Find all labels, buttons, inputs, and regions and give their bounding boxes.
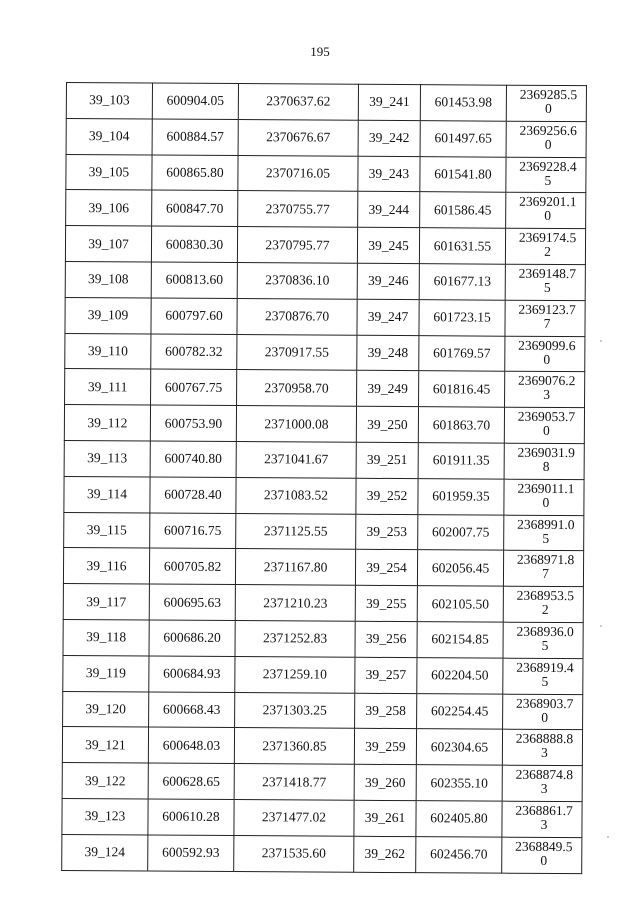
- table-row: [65, 297, 585, 336]
- point-id-cell: 39_118: [63, 619, 149, 655]
- x-coordinate-cell: 601677.13: [419, 264, 505, 300]
- x-coordinate-cell: 600830.30: [151, 226, 237, 262]
- x-coordinate-cell: 600628.65: [148, 763, 234, 799]
- table-row: [62, 727, 582, 766]
- y-coordinate-cell: 2368936.05: [503, 622, 583, 658]
- y-coordinate-cell: 2368861.73: [502, 801, 582, 837]
- point-id-cell: 39_114: [64, 476, 150, 512]
- y-coordinate-cell: 2371252.83: [235, 620, 355, 657]
- x-coordinate-cell: 600767.75: [151, 369, 237, 405]
- table-row: [63, 584, 583, 623]
- x-coordinate-cell: 600782.32: [151, 334, 237, 370]
- table-row: [63, 548, 583, 587]
- point-id-cell: 39_245: [357, 227, 419, 263]
- coordinates-table: [61, 82, 587, 874]
- point-id-cell: 39_112: [64, 405, 150, 441]
- x-coordinate-cell: 601769.57: [419, 335, 505, 371]
- y-coordinate-cell: 2371125.55: [236, 513, 356, 550]
- x-coordinate-cell: 602204.50: [417, 657, 503, 693]
- y-coordinate-cell: 2369256.60: [506, 121, 586, 157]
- x-coordinate-cell: 602405.80: [416, 801, 502, 837]
- point-id-cell: 39_246: [357, 263, 419, 299]
- y-coordinate-cell: 2369228.45: [506, 157, 586, 193]
- point-id-cell: 39_259: [354, 729, 416, 765]
- table-row: [63, 691, 583, 730]
- y-coordinate-cell: 2368888.83: [502, 730, 582, 766]
- x-coordinate-cell: 602304.65: [416, 729, 502, 765]
- y-coordinate-cell: 2370716.05: [238, 155, 358, 192]
- point-id-cell: 39_252: [356, 478, 418, 514]
- x-coordinate-cell: 602456.70: [416, 836, 502, 872]
- y-coordinate-cell: 2368991.05: [504, 515, 584, 551]
- x-coordinate-cell: 601541.80: [420, 156, 506, 192]
- y-coordinate-cell: 2368953.52: [503, 586, 583, 622]
- y-coordinate-cell: 2370876.70: [237, 298, 357, 335]
- y-coordinate-cell: 2369123.77: [505, 300, 585, 336]
- point-id-cell: 39_106: [66, 190, 152, 226]
- y-coordinate-cell: 2369053.70: [504, 407, 584, 443]
- x-coordinate-cell: 600684.93: [149, 656, 235, 692]
- point-id-cell: 39_251: [356, 442, 418, 478]
- point-id-cell: 39_262: [354, 836, 416, 872]
- table-row: [66, 83, 586, 122]
- table-row: [63, 655, 583, 694]
- y-coordinate-cell: 2370676.67: [238, 119, 358, 156]
- y-coordinate-cell: 2371303.25: [235, 692, 355, 729]
- point-id-cell: 39_119: [63, 655, 149, 691]
- y-coordinate-cell: 2371535.60: [234, 835, 354, 872]
- table-row: [62, 763, 582, 802]
- y-coordinate-cell: 2371259.10: [235, 656, 355, 693]
- x-coordinate-cell: 600686.20: [149, 620, 235, 656]
- point-id-cell: 39_249: [357, 371, 419, 407]
- y-coordinate-cell: 2369285.50: [506, 85, 586, 121]
- table-row: [62, 834, 582, 873]
- x-coordinate-cell: 601586.45: [420, 192, 506, 228]
- y-coordinate-cell: 2370795.77: [237, 227, 357, 264]
- point-id-cell: 39_110: [65, 333, 151, 369]
- y-coordinate-cell: 2371167.80: [235, 549, 355, 586]
- point-id-cell: 39_116: [63, 548, 149, 584]
- point-id-cell: 39_124: [62, 834, 148, 870]
- point-id-cell: 39_107: [65, 226, 151, 262]
- point-id-cell: 39_255: [355, 585, 417, 621]
- point-id-cell: 39_242: [358, 120, 420, 156]
- y-coordinate-cell: 2371083.52: [236, 477, 356, 514]
- x-coordinate-cell: 602105.50: [417, 586, 503, 622]
- x-coordinate-cell: 602056.45: [417, 550, 503, 586]
- table-row: [65, 333, 585, 372]
- y-coordinate-cell: 2369201.10: [506, 193, 586, 229]
- y-coordinate-cell: 2371041.67: [236, 442, 356, 479]
- y-coordinate-cell: 2370917.55: [237, 334, 357, 371]
- x-coordinate-cell: 601816.45: [419, 371, 505, 407]
- table-row: [63, 619, 583, 658]
- x-coordinate-cell: 602254.45: [417, 693, 503, 729]
- x-coordinate-cell: 600865.80: [152, 155, 238, 191]
- page-number: 195: [310, 44, 330, 59]
- y-coordinate-cell: 2369031.98: [504, 443, 584, 479]
- x-coordinate-cell: 601863.70: [418, 407, 504, 443]
- point-id-cell: 39_108: [65, 261, 151, 297]
- x-coordinate-cell: 600847.70: [152, 190, 238, 226]
- y-coordinate-cell: 2369174.52: [505, 228, 585, 264]
- table-row: [65, 226, 585, 265]
- x-coordinate-cell: 600705.82: [149, 548, 235, 584]
- x-coordinate-cell: 601631.55: [419, 228, 505, 264]
- scan-speck: [600, 625, 602, 627]
- point-id-cell: 39_256: [355, 621, 417, 657]
- point-id-cell: 39_261: [354, 800, 416, 836]
- x-coordinate-cell: 601453.98: [420, 85, 506, 121]
- scan-speck: [607, 836, 609, 838]
- x-coordinate-cell: 600592.93: [148, 835, 234, 871]
- y-coordinate-cell: 2369099.60: [505, 336, 585, 372]
- table-row: [66, 118, 586, 157]
- x-coordinate-cell: 600740.80: [150, 441, 236, 477]
- table-row: [65, 369, 585, 408]
- x-coordinate-cell: 600884.57: [152, 119, 238, 155]
- point-id-cell: 39_260: [354, 764, 416, 800]
- x-coordinate-cell: 600904.05: [152, 83, 238, 119]
- y-coordinate-cell: 2369011.10: [504, 479, 584, 515]
- x-coordinate-cell: 600668.43: [149, 692, 235, 728]
- point-id-cell: 39_258: [355, 693, 417, 729]
- x-coordinate-cell: 600813.60: [151, 262, 237, 298]
- y-coordinate-cell: 2371000.08: [236, 406, 356, 443]
- y-coordinate-cell: 2370637.62: [238, 84, 358, 121]
- x-coordinate-cell: 600728.40: [150, 477, 236, 513]
- y-coordinate-cell: 2368919.45: [503, 658, 583, 694]
- y-coordinate-cell: 2371210.23: [235, 585, 355, 622]
- point-id-cell: 39_113: [64, 440, 150, 476]
- x-coordinate-cell: 600797.60: [151, 298, 237, 334]
- y-coordinate-cell: 2368849.50: [502, 837, 582, 873]
- point-id-cell: 39_115: [64, 512, 150, 548]
- point-id-cell: 39_250: [356, 406, 418, 442]
- y-coordinate-cell: 2370755.77: [238, 191, 358, 228]
- y-coordinate-cell: 2368971.87: [503, 551, 583, 587]
- point-id-cell: 39_117: [63, 584, 149, 620]
- table-row: [66, 190, 586, 229]
- point-id-cell: 39_105: [66, 154, 152, 190]
- point-id-cell: 39_247: [357, 299, 419, 335]
- x-coordinate-cell: 601959.35: [418, 478, 504, 514]
- y-coordinate-cell: 2371477.02: [234, 799, 354, 836]
- y-coordinate-cell: 2370836.10: [237, 263, 357, 300]
- table-row: [64, 405, 584, 444]
- point-id-cell: 39_123: [62, 798, 148, 834]
- y-coordinate-cell: 2370958.70: [237, 370, 357, 407]
- point-id-cell: 39_121: [62, 727, 148, 763]
- table-row: [66, 154, 586, 193]
- point-id-cell: 39_241: [358, 84, 420, 120]
- y-coordinate-cell: 2369076.23: [505, 372, 585, 408]
- scan-speck: [600, 340, 602, 342]
- point-id-cell: 39_111: [65, 369, 151, 405]
- y-coordinate-cell: 2371418.77: [234, 764, 354, 801]
- table-row: [64, 512, 584, 551]
- point-id-cell: 39_257: [355, 657, 417, 693]
- point-id-cell: 39_103: [66, 83, 152, 119]
- coordinates-table-body: [62, 83, 587, 874]
- y-coordinate-cell: 2369148.75: [505, 264, 585, 300]
- x-coordinate-cell: 600753.90: [150, 405, 236, 441]
- x-coordinate-cell: 601911.35: [418, 443, 504, 479]
- point-id-cell: 39_254: [355, 550, 417, 586]
- point-id-cell: 39_104: [66, 118, 152, 154]
- table-row: [62, 798, 582, 837]
- point-id-cell: 39_248: [357, 335, 419, 371]
- table-row: [64, 440, 584, 479]
- x-coordinate-cell: 601497.65: [420, 120, 506, 156]
- point-id-cell: 39_253: [356, 514, 418, 550]
- x-coordinate-cell: 602007.75: [418, 514, 504, 550]
- x-coordinate-cell: 600716.75: [150, 513, 236, 549]
- table-row: [65, 261, 585, 300]
- y-coordinate-cell: 2371360.85: [234, 728, 354, 765]
- point-id-cell: 39_243: [358, 156, 420, 192]
- y-coordinate-cell: 2368874.83: [502, 765, 582, 801]
- point-id-cell: 39_244: [358, 192, 420, 228]
- x-coordinate-cell: 601723.15: [419, 299, 505, 335]
- point-id-cell: 39_109: [65, 297, 151, 333]
- x-coordinate-cell: 602355.10: [416, 765, 502, 801]
- table-row: [64, 476, 584, 515]
- y-coordinate-cell: 2368903.70: [503, 694, 583, 730]
- x-coordinate-cell: 602154.85: [417, 622, 503, 658]
- x-coordinate-cell: 600648.03: [148, 727, 234, 763]
- point-id-cell: 39_120: [63, 691, 149, 727]
- point-id-cell: 39_122: [62, 763, 148, 799]
- x-coordinate-cell: 600610.28: [148, 799, 234, 835]
- x-coordinate-cell: 600695.63: [149, 584, 235, 620]
